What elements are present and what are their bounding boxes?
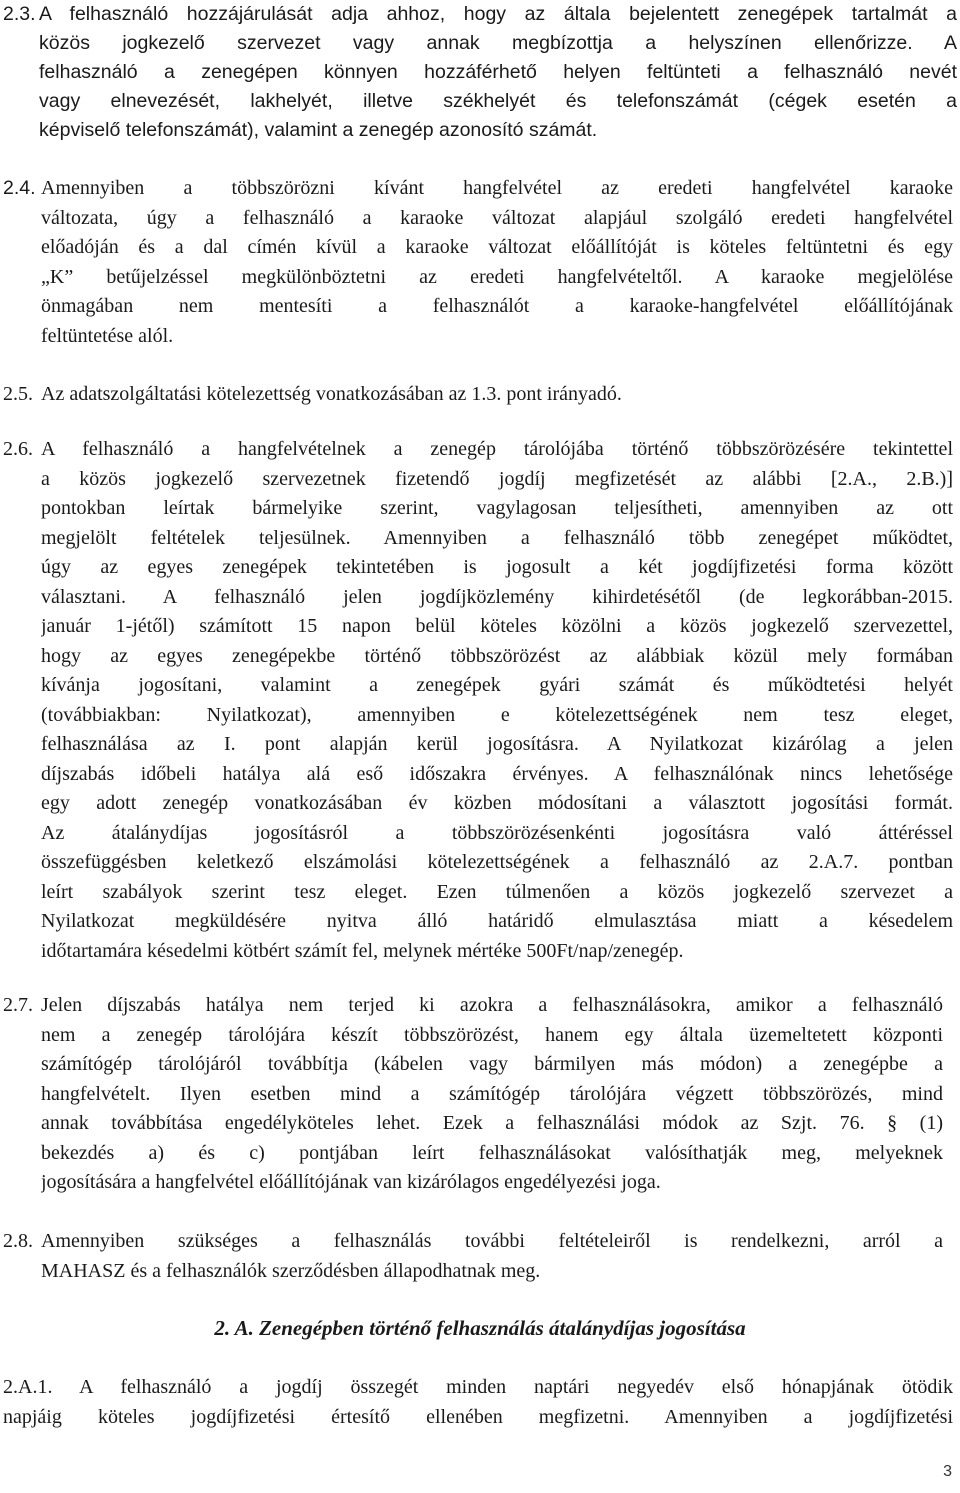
text-line: pontokban leírtak bármelyike szerint, vagylagosan teljesítheti, amennyiben az ott <box>41 497 953 519</box>
paragraph-body <box>41 991 943 1198</box>
text-line: A felhasználó hozzájárulását adja ahhoz, hogy az általa bejelentett zenegépek tartalmát a <box>39 3 957 25</box>
text-line: megjelölt feltételek teljesülnek. Amennyiben a felhasználó több zenegépet működtet, <box>41 526 953 549</box>
paragraph-number: 2.8. <box>3 1230 33 1252</box>
paragraph-number: 2.5. <box>3 383 33 405</box>
text-line: annak továbbítása engedélyköteles lehet. Ezek a felhasználási módok az Szjt. 76. § (1) <box>41 1112 943 1134</box>
text-line: változata, úgy a felhasználó a karaoke változat alapjául szolgáló eredeti hangfelvétel <box>41 206 953 229</box>
page-number: 3 <box>943 1463 952 1480</box>
text-line: önmagában nem mentesíti a felhasználót a karaoke-hangfelvétel előállítójának <box>41 295 953 317</box>
text-line: (továbbiakban: Nyilatkozat), amennyiben e kötelezettségének nem tesz eleget, <box>41 703 953 726</box>
paragraph-body <box>41 435 953 966</box>
text-line: Jelen díjszabás hatálya nem terjed ki azokra a felhasználásokra, amikor a felhasználó <box>41 994 943 1016</box>
text-line: napjáig köteles jogdíjfizetési értesítő ellenében megfizetni. Amennyiben a jogdíjfizetési <box>3 1405 953 1428</box>
text-line: „K” betűjelzéssel megkülönböztetni az eredeti hangfelvételtől. A karaoke megjelölése <box>41 265 953 288</box>
text-line: számítógép tárolójáról továbbítja (kábelen vagy bármilyen más módon) a zenegépbe a <box>41 1053 943 1075</box>
section-heading: 2. A. Zenegépben történő felhasználás átalánydíjas jogosítása <box>214 1316 746 1340</box>
paragraph-body <box>39 0 957 145</box>
text-line: egy adott zenegép vonatkozásában év közben módosítani a választott jogosítási formát. <box>41 792 953 814</box>
text-line: január 1-jétől) számított 15 napon belül köteles közölni a közös jogkezelő szervezettel, <box>41 615 953 637</box>
text-line: Amennyiben a többszörözni kívánt hangfelvétel az eredeti hangfelvétel karaoke <box>41 177 953 199</box>
text-line: hangfelvételt. Ilyen esetben mind a számítógép tárolójára végzett többszörözés, mind <box>41 1082 943 1105</box>
text-line: összefüggésben keletkező elszámolási kötelezettségének a felhasználó az 2.A.7. pontban <box>41 851 953 873</box>
text-line: A felhasználó a hangfelvételnek a zenegép tárolójába történő többszörözésére tekintettel <box>41 438 953 460</box>
paragraph-number: 2.7. <box>3 994 33 1016</box>
text-line: vagy elnevezését, lakhelyét, illetve székhelyét és telefonszámát (cégek esetén a <box>39 90 957 112</box>
text-line: kívánja jogosítani, valamint a zenegépek gyári számát és működtetési helyét <box>41 674 953 696</box>
text-line: leírt szabályok szerint tesz eleget. Ezen túlmenően a közös jogkezelő szervezet a <box>41 880 953 903</box>
text-line: Az átalánydíjas jogosításról a többszörözésenkénti jogosításra való áttéréssel <box>41 821 953 844</box>
text-line: a közös jogkezelő szervezetnek fizetendő jogdíj megfizetését az alábbi [2.A., 2.B.)] <box>41 467 953 490</box>
paragraph-number: 2.4. <box>3 177 36 199</box>
text-line: bekezdés a) és c) pontjában leírt felhasználásokat valósíthatják meg, melyeknek <box>41 1141 943 1164</box>
paragraph-2-a-1 <box>3 1373 953 1432</box>
paragraph-body <box>41 1227 943 1286</box>
paragraph-body <box>41 380 953 410</box>
paragraph-body <box>3 1373 953 1432</box>
paragraph-body <box>41 174 953 351</box>
paragraph-number: 2.3. <box>3 3 36 25</box>
text-line: úgy az egyes zenegépek tekintetében is jogosult a két jogdíjfizetési forma között <box>41 556 953 578</box>
text-line: felhasználó a zenegépen könnyen hozzáférhető helyen feltünteti a felhasználó nevét <box>39 61 957 83</box>
text-line: képviselő telefonszámát), valamint a zenegép azonosító számát. <box>39 119 598 141</box>
text-line: közös jogkezelő szervezet vagy annak megbízottja a helyszínen ellenőrizze. A <box>39 32 957 54</box>
text-line: díjszabás időbeli hatálya alá eső időszakra érvényes. A felhasználónak nincs lehetősége <box>41 762 953 785</box>
text-line: hogy az egyes zenegépekbe történő többszörözést az alábbiak közül mely formában <box>41 644 953 667</box>
text-line: jogosítására a hangfelvétel előállítójának van kizárólagos engedélyezési joga. <box>41 1171 661 1193</box>
text-line: 2.A.1. A felhasználó a jogdíj összegét minden naptári negyedév első hónapjának ötödik <box>3 1376 953 1398</box>
text-line: Amennyiben szükséges a felhasználás további feltételeiről is rendelkezni, arról a <box>41 1230 943 1252</box>
text-line: MAHASZ és a felhasználók szerződésben állapodhatnak meg. <box>41 1259 541 1282</box>
text-line: Nyilatkozat megküldésére nyitva álló határidő elmulasztása miatt a késedelem <box>41 910 953 932</box>
text-line: feltüntetése alól. <box>41 324 174 347</box>
text-line: választani. A felhasználó jelen jogdíjközlemény kihirdetésétől (de legkorábban-2015. <box>41 585 953 608</box>
text-line: előadóján és a dal címén kívül a karaoke változat előállítóját is köteles feltüntetni és egy <box>41 236 953 258</box>
text-line: Az adatszolgáltatási kötelezettség vonatkozásában az 1.3. pont irányadó. <box>41 383 622 405</box>
text-line: nem a zenegép tárolójára készít többszörözést, hanem egy általa üzemeltetett központi <box>41 1023 943 1046</box>
text-line: időtartamára késedelmi kötbért számít fel, melynek mértéke 500Ft/nap/zenegép. <box>41 939 684 962</box>
text-line: felhasználása az I. pont alapján kerül jogosításra. A Nyilatkozat kizárólag a jelen <box>41 733 953 755</box>
paragraph-number: 2.6. <box>3 438 33 460</box>
